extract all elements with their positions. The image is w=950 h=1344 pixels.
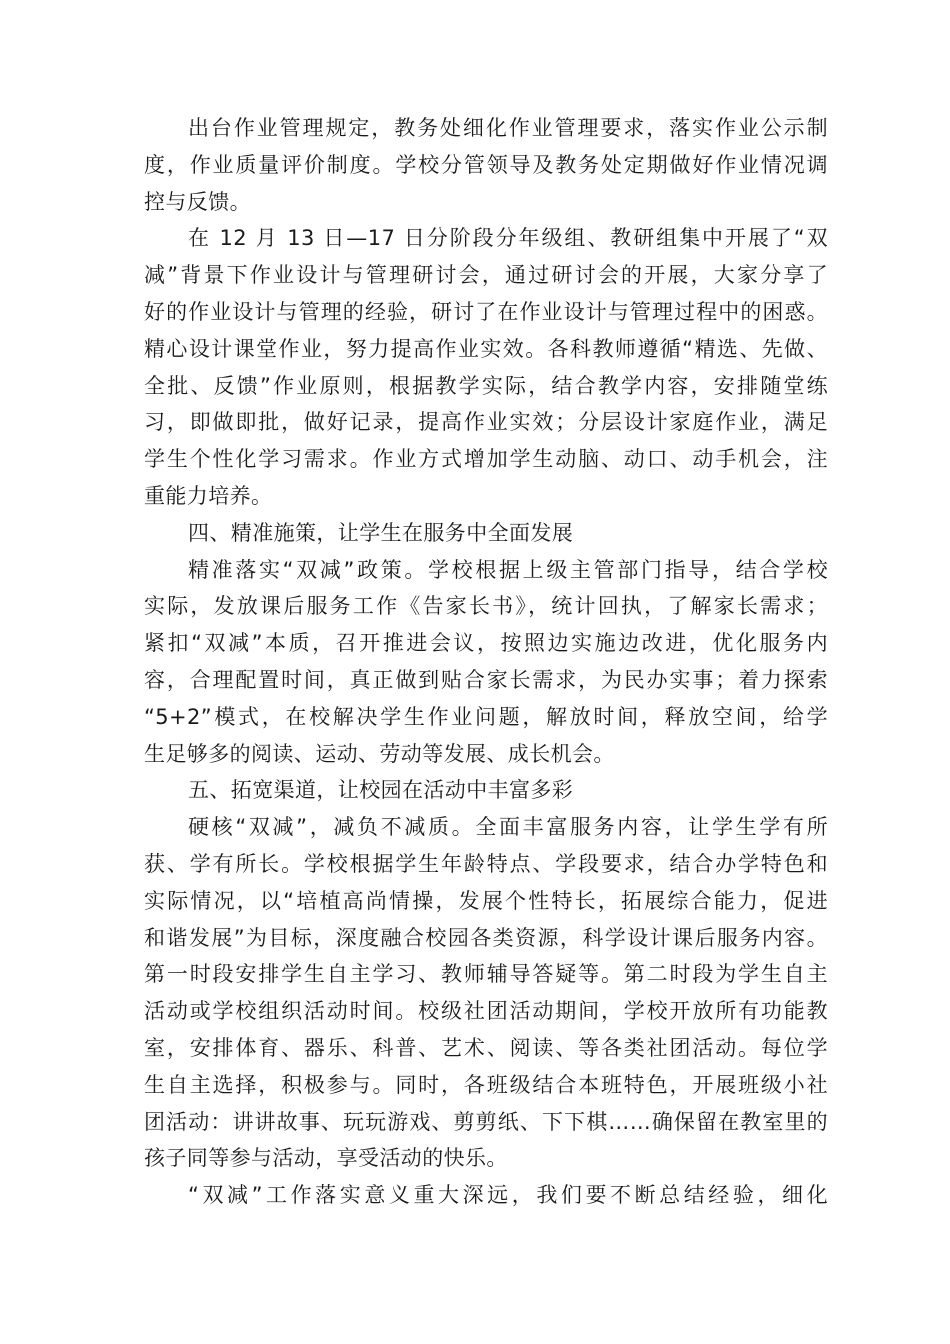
text-line: 度，作业质量评价制度。学校分管领导及教务处定期做好作业情况调 [144,152,828,177]
text-line: 在 12 月 13 日—17 日分阶段分年级组、教研组集中开展了“双 [188,226,828,251]
text-line: “5+2”模式，在校解决学生作业问题，解放时间，释放空间，给学 [144,704,828,729]
text-line: 重能力培养。 [144,483,273,508]
text-line: 实际情况，以“培植高尚情操，发展个性特长，拓展综合能力，促进 [144,888,828,913]
text-line: 学生个性化学习需求。作业方式增加学生动脑、动口、动手机会，注 [144,447,828,472]
text-line: 紧扣“双减”本质，召开推进会议，按照边实施边改进，优化服务内 [144,631,828,656]
body-text [144,110,828,1214]
text-line: 硬核“双减”，减负不减质。全面丰富服务内容，让学生学有所 [188,815,828,840]
text-line: 精准落实“双减”政策。学校根据上级主管部门指导，结合学校 [188,557,828,582]
section-heading: 四、精准施策，让学生在服务中全面发展 [188,520,574,545]
text-line: “双减”工作落实意义重大深远，我们要不断总结经验，细化 [188,1183,828,1208]
text-line: 和谐发展”为目标，深度融合校园各类资源，科学设计课后服务内容。 [144,925,828,950]
text-line: 室，安排体育、器乐、科普、艺术、阅读、等各类社团活动。每位学 [144,1035,828,1060]
text-line: 减”背景下作业设计与管理研讨会，通过研讨会的开展，大家分享了 [144,263,828,288]
text-line: 生自主选择，积极参与。同时，各班级结合本班特色，开展班级小社 [144,1072,828,1097]
text-line: 第一时段安排学生自主学习、教师辅导答疑等。第二时段为学生自主 [144,962,828,987]
text-line: 容，合理配置时间，真正做到贴合家长需求，为民办实事；着力探索 [144,667,828,692]
text-line: 出台作业管理规定，教务处细化作业管理要求，落实作业公示制 [188,116,828,140]
text-line: 生足够多的阅读、运动、劳动等发展、成长机会。 [144,741,615,766]
text-line: 实际，发放课后服务工作《告家长书》，统计回执，了解家长需求； [144,594,828,619]
text-line: 控与反馈。 [144,189,251,214]
text-line: 获、学有所长。学校根据学生年龄特点、学段要求，结合办学特色和 [144,851,828,876]
text-line: 孩子同等参与活动，享受活动的快乐。 [144,1146,508,1171]
text-line: 活动或学校组织活动时间。校级社团活动期间，学校开放所有功能教 [144,999,828,1024]
text-line: 精心设计课堂作业，努力提高作业实效。各科教师遵循“精选、先做、 [144,336,828,361]
text-line: 习，即做即批，做好记录，提高作业实效；分层设计家庭作业，满足 [144,410,828,435]
text-line: 团活动：讲讲故事、玩玩游戏、剪剪纸、下下棋……确保留在教室里的 [144,1109,828,1134]
text-line: 全批、反馈”作业原则，根据教学实际，结合教学内容，安排随堂练 [144,373,828,398]
section-heading: 五、拓宽渠道，让校园在活动中丰富多彩 [188,778,574,803]
text-line: 好的作业设计与管理的经验，研讨了在作业设计与管理过程中的困惑。 [144,299,828,324]
